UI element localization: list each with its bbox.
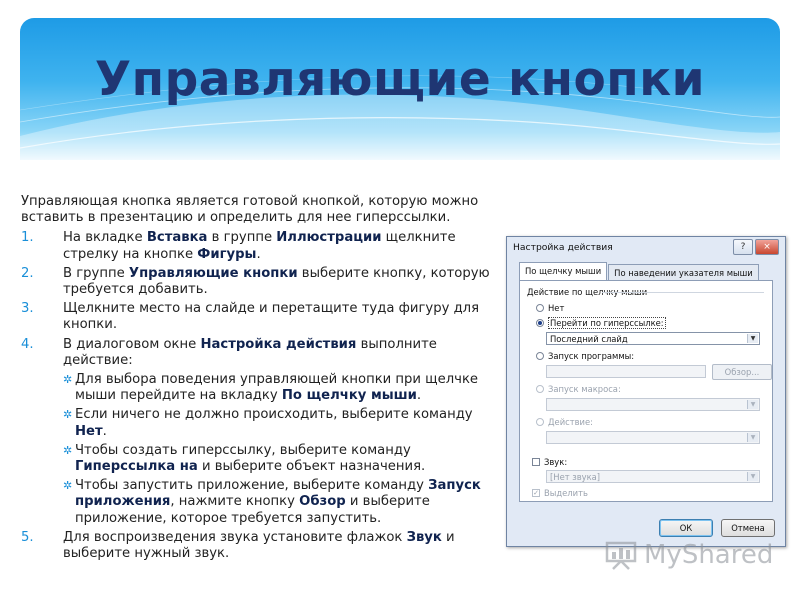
action-settings-dialog <box>506 236 786 547</box>
dialog-tabs <box>519 264 760 281</box>
chevron-down-icon[interactable]: ▼ <box>747 334 758 343</box>
star-bullet-icon: ✲ <box>63 443 73 457</box>
tab-on-click[interactable]: По щелчку мыши <box>519 262 607 281</box>
list-item: 2. В группе Управляющие кнопки выберите кнопку, которую требуется добавить. <box>21 265 490 298</box>
ok-button[interactable]: ОК <box>659 519 713 537</box>
step-number: 1. <box>21 230 34 246</box>
step-number: 3. <box>21 301 34 317</box>
star-bullet-icon: ✲ <box>63 373 73 387</box>
browse-button[interactable]: Обзор... <box>712 364 772 380</box>
list-item: 5. Для воспроизведения звука установите флажок Звук и выберите нужный звук. <box>21 529 455 562</box>
sound-dropdown[interactable]: [Нет звука] ▼ <box>546 470 760 483</box>
chevron-down-icon[interactable]: ▼ <box>747 472 758 481</box>
option-sound[interactable]: Звук: <box>532 457 567 467</box>
group-label: Действие по щелчку мыши <box>527 287 648 297</box>
tab-on-hover[interactable]: По наведении указателя мыши <box>608 264 759 281</box>
step-number: 2. <box>21 265 34 281</box>
cancel-button[interactable]: Отмена <box>721 519 775 537</box>
tab-panel <box>519 280 773 502</box>
list-item: 1. На вкладке Вставка в группе Иллюстрации щелкните стрелку на кнопке Фигуры. <box>21 230 456 262</box>
chevron-down-icon[interactable]: ▼ <box>747 433 758 442</box>
close-button[interactable]: × <box>755 239 779 255</box>
help-button[interactable]: ? <box>733 239 753 255</box>
option-action[interactable]: Действие: <box>536 417 593 427</box>
hyperlink-dropdown[interactable]: Последний слайд ▼ <box>546 332 760 345</box>
macro-dropdown[interactable] <box>546 398 760 411</box>
option-run-macro[interactable]: Запуск макроса: <box>536 384 621 394</box>
steps-list <box>21 230 505 562</box>
star-bullet-icon: ✲ <box>63 408 73 422</box>
highlight-checkbox[interactable]: ✓ <box>533 489 539 497</box>
watermark-text: MyShared <box>644 540 774 570</box>
option-hyperlink[interactable]: Перейти по гиперссылке: <box>536 317 666 329</box>
list-item: ✲ Чтобы создать гиперссылку, выберите команду Гиперссылка на и выберите объект назначения. <box>63 442 426 475</box>
list-item: ✲ Для выбора поведения управляющей кнопки при щелчке мыши перейдите на вкладку По щелчку мыши. <box>63 372 479 404</box>
radio-action[interactable] <box>536 418 544 426</box>
option-none[interactable]: Нет <box>536 303 564 313</box>
group-divider <box>602 292 764 293</box>
dialog-window-controls <box>733 239 779 255</box>
sub-list <box>63 372 505 527</box>
action-dropdown[interactable] <box>546 431 760 444</box>
step-number: 5. <box>21 529 34 545</box>
option-run-program[interactable]: Запуск программы: <box>536 351 634 361</box>
star-bullet-icon: ✲ <box>63 479 73 493</box>
dialog-title: Настройка действия <box>513 242 613 253</box>
sound-checkbox[interactable] <box>532 458 540 466</box>
radio-none[interactable] <box>536 304 544 312</box>
list-item: ✲ Чтобы запустить приложение, выберите команду Запуск приложения, нажмите кнопку Обзор и выберите приложение, которое требуется запустить. <box>63 478 481 526</box>
presentation-board-icon <box>604 540 638 570</box>
radio-run-macro[interactable] <box>536 385 544 393</box>
list-item: ✲ Если ничего не должно происходить, выберите команду Нет. <box>63 407 473 439</box>
slide-body <box>21 194 505 565</box>
list-item: 3. Щелкните место на слайде и перетащите туда фигуру для кнопки. <box>21 301 480 333</box>
slide-title: Управляющие кнопки <box>94 52 706 107</box>
program-path-field[interactable] <box>546 365 706 378</box>
radio-run-program[interactable] <box>536 352 544 360</box>
list-item: 4. В диалоговом окне Настройка действия выполните действие: ✲ Для выбора поведения управляющей кнопки при щелчке мыши перейдите на вкладку По щелчку мыши. ✲ Если ничего не должно происходить, выберите команду Нет. ✲ Чтобы создать гиперссылку, выберите команду Гиперссылка на и выберите объект назначения. ✲ Чтобы запустить приложение, выберите команду Запуск приложения, нажмите кнопку Обзор и выберите приложение, которое требуется запустить. <box>21 337 505 527</box>
option-highlight[interactable]: ✓ Выделить <box>533 488 588 498</box>
intro-paragraph: Управляющая кнопка является готовой кнопкой, которую можно вставить в презентацию и определить для нее гиперссылки. <box>21 194 479 226</box>
step-number: 4. <box>21 336 34 352</box>
radio-hyperlink[interactable] <box>536 319 544 327</box>
watermark <box>604 540 773 570</box>
chevron-down-icon[interactable]: ▼ <box>747 400 758 409</box>
